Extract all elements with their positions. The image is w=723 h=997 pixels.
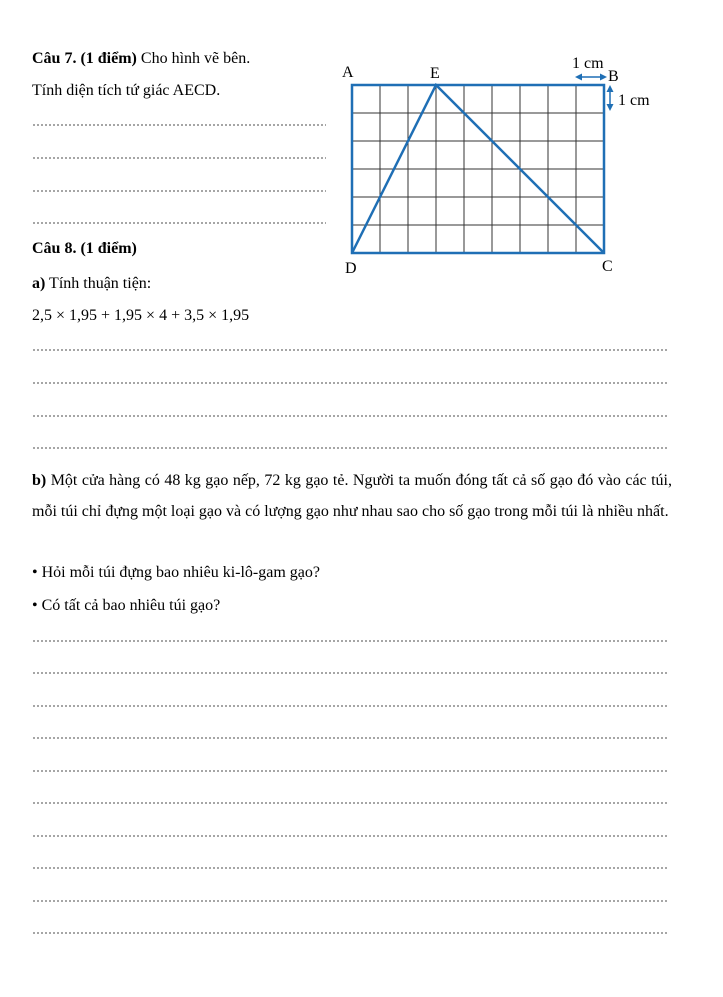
- grid: [352, 85, 604, 253]
- answer-line: [32, 802, 668, 804]
- label-a: A: [342, 64, 354, 81]
- answer-line: [32, 157, 326, 159]
- q8a-title: [32, 275, 151, 293]
- answer-line: [32, 705, 668, 707]
- q8-heading: Câu 8. (1 điểm): [32, 240, 137, 257]
- unit-arrow-horizontal: [575, 74, 607, 81]
- answer-line: [32, 932, 668, 934]
- q7-task: Tính diện tích tứ giác AECD.: [32, 82, 221, 99]
- answer-line: [32, 835, 668, 837]
- label-d: D: [345, 260, 357, 277]
- answer-line: [32, 222, 326, 224]
- q7-heading: Câu 7. (1 điểm): [32, 50, 137, 67]
- q8b-paragraph: [32, 465, 672, 527]
- answer-line: [32, 900, 668, 902]
- answer-line: [32, 349, 668, 351]
- unit-arrow-vertical: [607, 85, 614, 111]
- label-b: B: [608, 68, 619, 85]
- q7-intro: Cho hình vẽ bên.: [136, 50, 251, 67]
- answer-line: [32, 447, 668, 449]
- q8b-label: b): [32, 472, 47, 489]
- q8a-text: Tính thuận tiện:: [45, 275, 152, 292]
- q8b-bullet-1: • Hỏi mỗi túi đựng bao nhiêu ki-lô-gam gạo?: [32, 564, 320, 581]
- answer-line: [32, 867, 668, 869]
- answer-line: [32, 737, 668, 739]
- answer-line: [32, 190, 326, 192]
- answer-line: [32, 640, 668, 642]
- label-e: E: [430, 65, 440, 82]
- q8b-bullet-2: • Có tất cả bao nhiêu túi gạo?: [32, 597, 221, 614]
- q8b-text: Một cửa hàng có 48 kg gạo nếp, 72 kg gạo tẻ. Người ta muốn đóng tất cả số gạo đó vào các túi, mỗi túi chỉ đựng một loại gạo và có lượng gạo như nhau sao cho số gạo trong mỗi túi là nhiều nhất.: [32, 472, 672, 520]
- answer-line: [32, 124, 326, 126]
- unit-label-vertical: 1 cm: [618, 92, 650, 109]
- q8a-label: a): [32, 275, 46, 292]
- unit-label-horizontal: 1 cm: [572, 55, 604, 72]
- label-c: C: [602, 258, 613, 275]
- q8a-expression: 2,5 × 1,95 + 1,95 × 4 + 3,5 × 1,95: [32, 307, 250, 324]
- answer-line: [32, 672, 668, 674]
- geometry-figure: [330, 50, 675, 285]
- q7-title: [32, 50, 250, 68]
- answer-line: [32, 770, 668, 772]
- answer-line: [32, 415, 668, 417]
- answer-line: [32, 382, 668, 384]
